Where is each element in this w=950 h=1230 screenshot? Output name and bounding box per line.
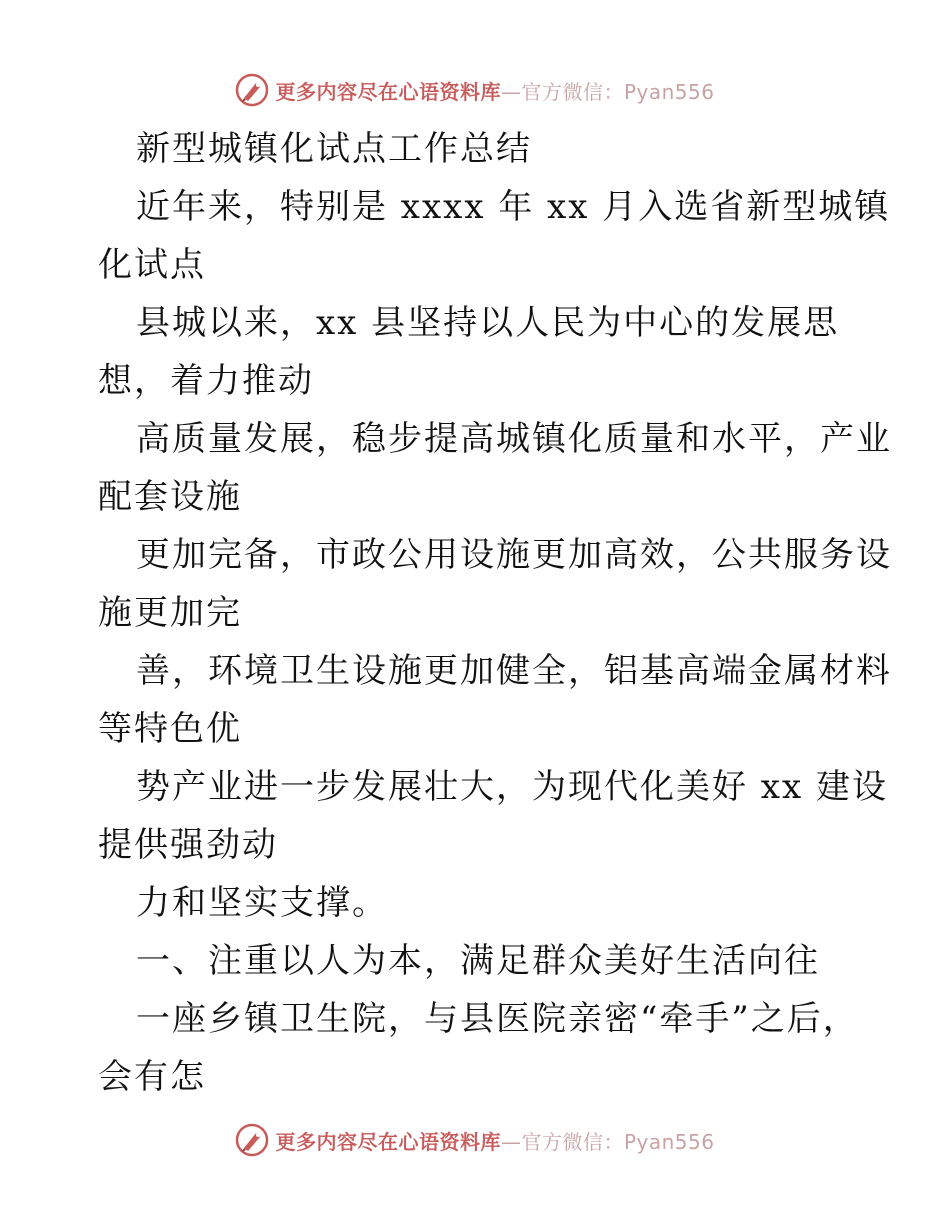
paragraph-line: 会有怎 [98, 1057, 206, 1097]
watermark-site-text: 更多内容尽在心语资料库 [275, 1129, 501, 1154]
footer-watermark [0, 1120, 950, 1160]
watermark-wechat-text: 官方微信：Pyan556 [521, 79, 715, 104]
watermark-site-text: 更多内容尽在心语资料库 [275, 79, 501, 104]
paragraph-line: 想，着力推动 [98, 361, 314, 401]
paragraph-line: 施更加完 [98, 593, 242, 633]
paragraph-line: 力和坚实支撑。 [136, 883, 388, 923]
watermark-text [275, 1126, 714, 1155]
watermark-wechat-text: 官方微信：Pyan556 [521, 1129, 715, 1154]
paragraph-line: 一座乡镇卫生院，与县医院亲密“牵手”之后， [136, 999, 859, 1039]
watermark-separator: — [500, 1129, 522, 1154]
paragraph-line: 近年来，特别是 xxxx 年 xx 月入选省新型城镇 [136, 187, 891, 227]
paragraph-line: 化试点 [98, 245, 206, 285]
paragraph-line: 势产业进一步发展壮大，为现代化美好 xx 建设 [136, 767, 888, 807]
pen-logo-icon [235, 1123, 269, 1157]
watermark-separator: — [500, 79, 522, 104]
paragraph-line: 配套设施 [98, 477, 242, 517]
paragraph-line: 善，环境卫生设施更加健全，铝基高端金属材料 [136, 651, 892, 691]
paragraph-line: 提供强劲动 [98, 825, 278, 865]
paragraph-line: 高质量发展，稳步提高城镇化质量和水平，产业 [136, 419, 892, 459]
section-heading: 一、注重以人为本，满足群众美好生活向往 [136, 941, 820, 981]
watermark-text [275, 76, 714, 105]
header-watermark [0, 70, 950, 110]
paragraph-line: 等特色优 [98, 709, 242, 749]
document-title: 新型城镇化试点工作总结 [136, 129, 532, 169]
paragraph-line: 更加完备，市政公用设施更加高效，公共服务设 [136, 535, 892, 575]
paragraph-line: 县城以来，xx 县坚持以人民为中心的发展思 [136, 303, 840, 343]
document-body [98, 120, 892, 1106]
pen-logo-icon [235, 73, 269, 107]
